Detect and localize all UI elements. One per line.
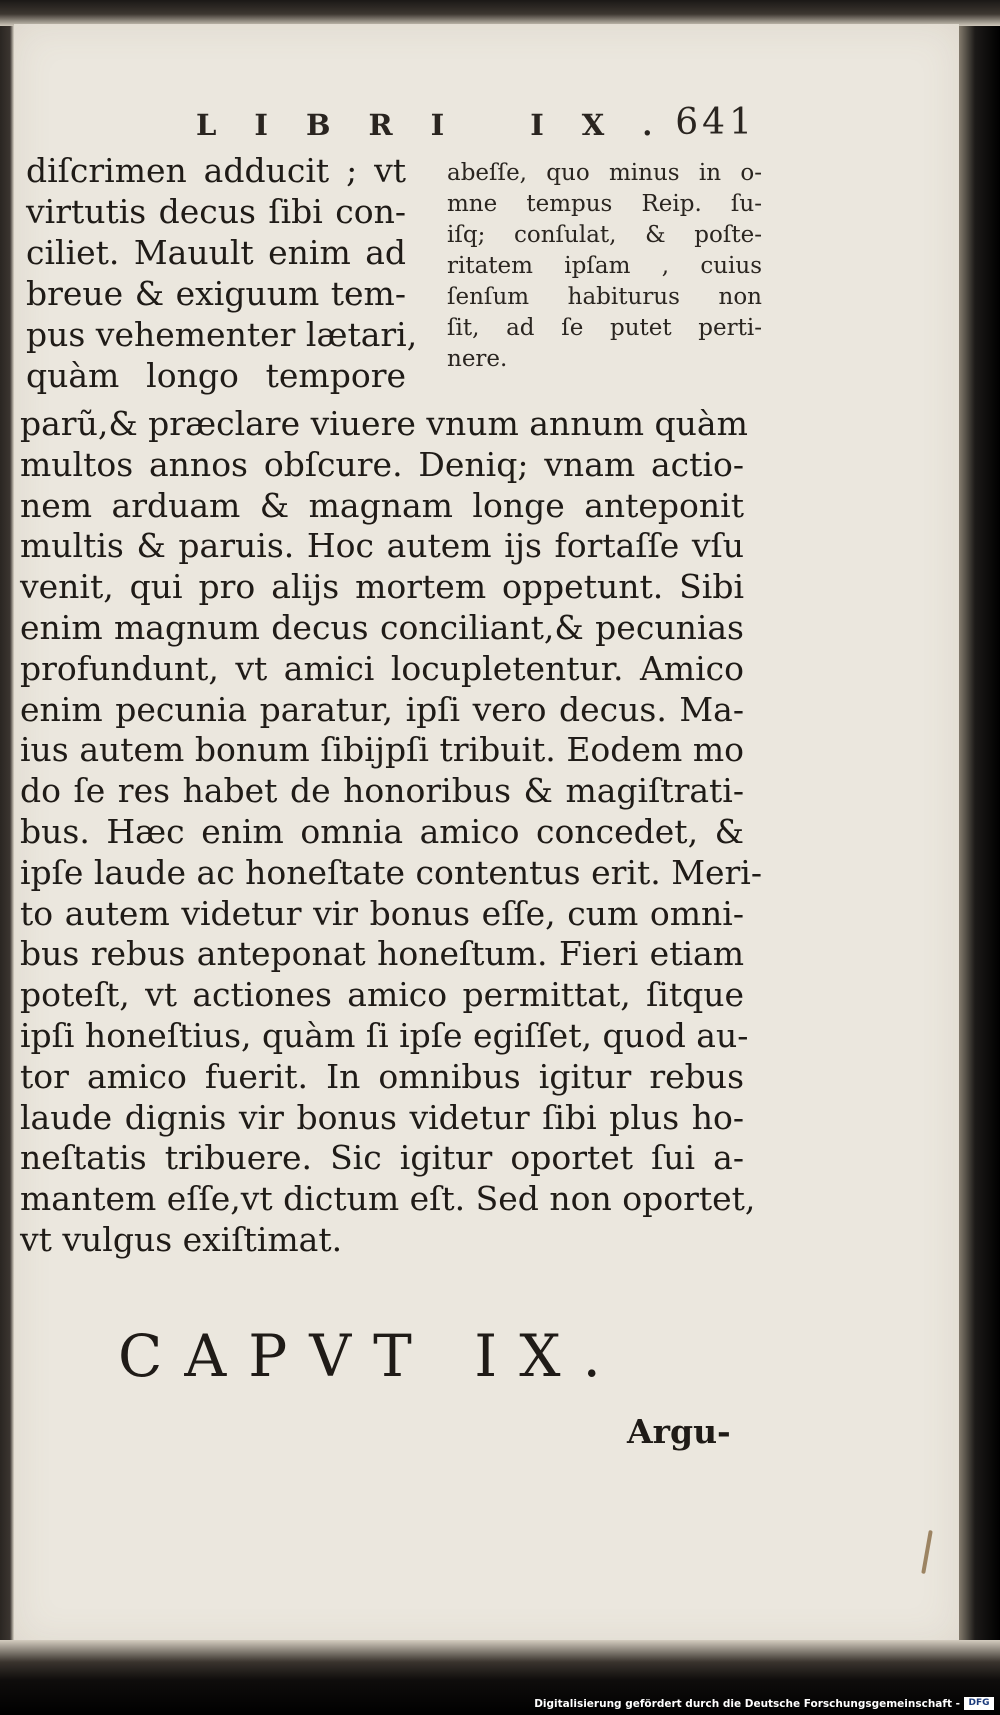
funding-credit: Digitalisierung gefördert durch die Deutsche Forschungsgemeinschaft - — [534, 1698, 960, 1710]
text-line: enim magnum decus conciliant,& pecunias — [20, 607, 744, 647]
dfg-logo-icon: DFG — [964, 1697, 994, 1710]
text-line: ſenſum habiturus non — [447, 284, 762, 310]
text-line: breue & exiguum tem- — [26, 274, 406, 313]
text-line: ritatem ipſam , cuius — [447, 253, 762, 279]
text-line: quàm longo tempore — [26, 356, 406, 395]
text-line: poteſt, vt actiones amico permittat, ſitque — [20, 975, 744, 1015]
text-line: to autem videtur vir bonus eſſe, cum omni- — [20, 893, 744, 933]
running-head-title: LIBRI IX. — [196, 108, 691, 142]
text-line: diſcrimen adducit ; vt — [26, 151, 406, 190]
text-line: ciliet. Mauult enim ad — [26, 233, 406, 272]
text-line: venit, qui pro alijs mortem oppetunt. Sibi — [20, 567, 744, 607]
text-line: ipſe laude ac honeſtate contentus erit. Meri- — [20, 852, 763, 892]
text-line: nem arduam & magnam longe anteponit — [20, 485, 744, 525]
left-column-text — [26, 150, 418, 396]
text-line: multis & paruis. Hoc autem ijs fortaſſe vſu — [20, 526, 744, 566]
text-line: abeſſe, quo minus in o- — [447, 160, 762, 186]
text-line: pus vehementer lætari, — [26, 315, 418, 354]
text-line: profundunt, vt amici locupletentur. Amico — [20, 648, 744, 688]
catchword: Argu- — [627, 1412, 731, 1451]
scan-top-edge — [0, 0, 1000, 26]
text-line: ius autem bonum ſibijpſi tribuit. Eodem mo — [20, 730, 744, 770]
text-line: laude dignis vir bonus videtur ſibi plus ho- — [20, 1097, 744, 1137]
text-line: nere. — [447, 346, 508, 372]
text-line: mne tempus Reip. ſu- — [447, 191, 762, 217]
text-line: vt vulgus exiſtimat. — [20, 1219, 343, 1259]
text-line: tor amico fuerit. In omnibus igitur rebus — [20, 1056, 744, 1096]
text-line: do ſe res habet de honoribus & magiſtrati- — [20, 771, 744, 811]
main-body-text — [20, 404, 763, 1261]
running-head — [196, 102, 756, 148]
text-line: multos annos obſcure. Deniq; vnam actio- — [20, 444, 744, 484]
text-line: mantem eſſe,vt dictum eſt. Sed non oportet, — [20, 1179, 756, 1219]
text-line: ipſi honeſtius, quàm ſi ipſe egiſſet, quod au- — [20, 1015, 749, 1055]
text-line: ſit, ad ſe putet perti- — [447, 315, 762, 341]
chapter-heading: CAPVT IX. — [118, 1322, 623, 1390]
text-line: iſq; conſulat, & poſte- — [447, 222, 762, 248]
text-line: neſtatis tribuere. Sic igitur oportet ſui a- — [20, 1138, 744, 1178]
right-column-text — [447, 158, 762, 375]
text-line: enim pecunia paratur, ipſi vero decus. Ma- — [20, 689, 744, 729]
text-line: bus rebus anteponat honeſtum. Fieri etiam — [20, 934, 744, 974]
text-line: parũ,& præclare viuere vnum annum quàm — [20, 404, 748, 443]
page-number: 641 — [675, 102, 756, 143]
text-line: bus. Hæc enim omnia amico concedet, & — [20, 811, 744, 851]
text-line: virtutis decus ſibi con- — [26, 192, 406, 231]
